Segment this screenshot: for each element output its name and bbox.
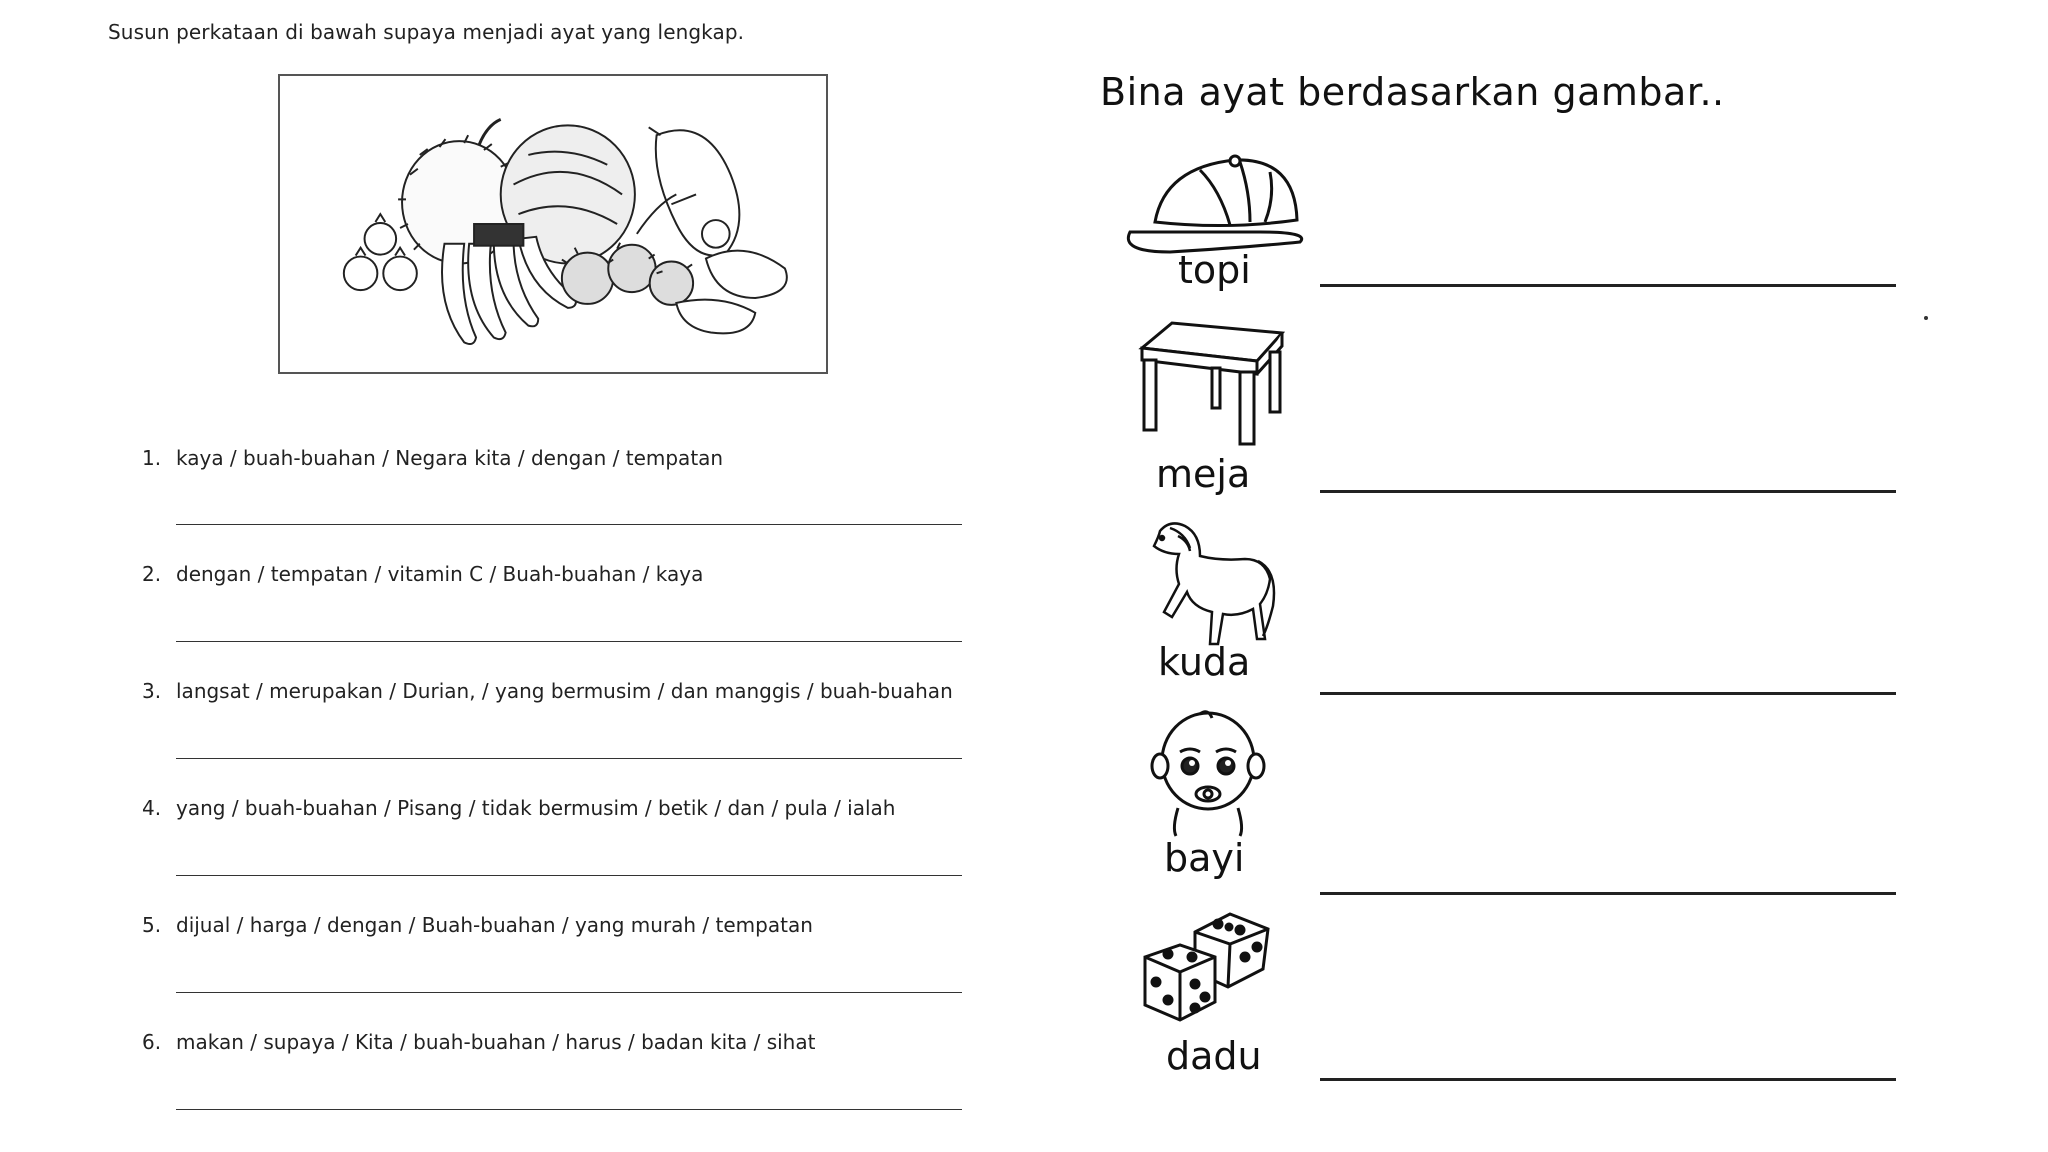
right-instruction: Bina ayat berdasarkan gambar.. [1100, 70, 1725, 114]
question-text: dengan / tempatan / vitamin C / Buah-buahan / kaya [176, 562, 704, 586]
answer-line[interactable] [176, 641, 962, 642]
cap-icon [1120, 152, 1310, 257]
answer-line[interactable] [1320, 692, 1896, 695]
answer-line[interactable] [176, 992, 962, 993]
question-number: 6. [142, 1030, 162, 1054]
question-text: langsat / merupakan / Durian, / yang bermusim / dan manggis / buah-buahan [176, 679, 953, 703]
question-text: dijual / harga / dengan / Buah-buahan / yang murah / tempatan [176, 913, 813, 937]
question-number: 2. [142, 562, 162, 586]
question-number: 3. [142, 679, 162, 703]
question-text: yang / buah-buahan / Pisang / tidak bermusim / betik / dan / pula / ialah [176, 796, 896, 820]
word-label: kuda [1158, 640, 1251, 684]
answer-line[interactable] [176, 758, 962, 759]
word-label: topi [1178, 248, 1251, 292]
left-instruction: Susun perkataan di bawah supaya menjadi ayat yang lengkap. [108, 20, 745, 44]
question-text: makan / supaya / Kita / buah-buahan / harus / badan kita / sihat [176, 1030, 816, 1054]
answer-line[interactable] [1320, 892, 1896, 895]
answer-line[interactable] [1320, 1078, 1896, 1081]
fruits-icon [280, 76, 826, 372]
answer-line[interactable] [176, 1109, 962, 1110]
question-number: 5. [142, 913, 162, 937]
stray-dot [1924, 316, 1928, 320]
answer-line[interactable] [1320, 490, 1896, 493]
answer-line[interactable] [1320, 284, 1896, 287]
answer-line[interactable] [176, 524, 962, 525]
question-number: 1. [142, 446, 162, 470]
answer-line[interactable] [176, 875, 962, 876]
word-label: dadu [1166, 1034, 1262, 1078]
dice-icon [1140, 912, 1270, 1027]
word-label: bayi [1164, 836, 1245, 880]
word-label: meja [1156, 452, 1251, 496]
horse-icon [1140, 516, 1280, 646]
table-icon [1132, 318, 1292, 448]
fruit-illustration [278, 74, 828, 374]
question-text: kaya / buah-buahan / Negara kita / dengan / tempatan [176, 446, 724, 470]
baby-icon [1150, 706, 1270, 838]
question-number: 4. [142, 796, 162, 820]
